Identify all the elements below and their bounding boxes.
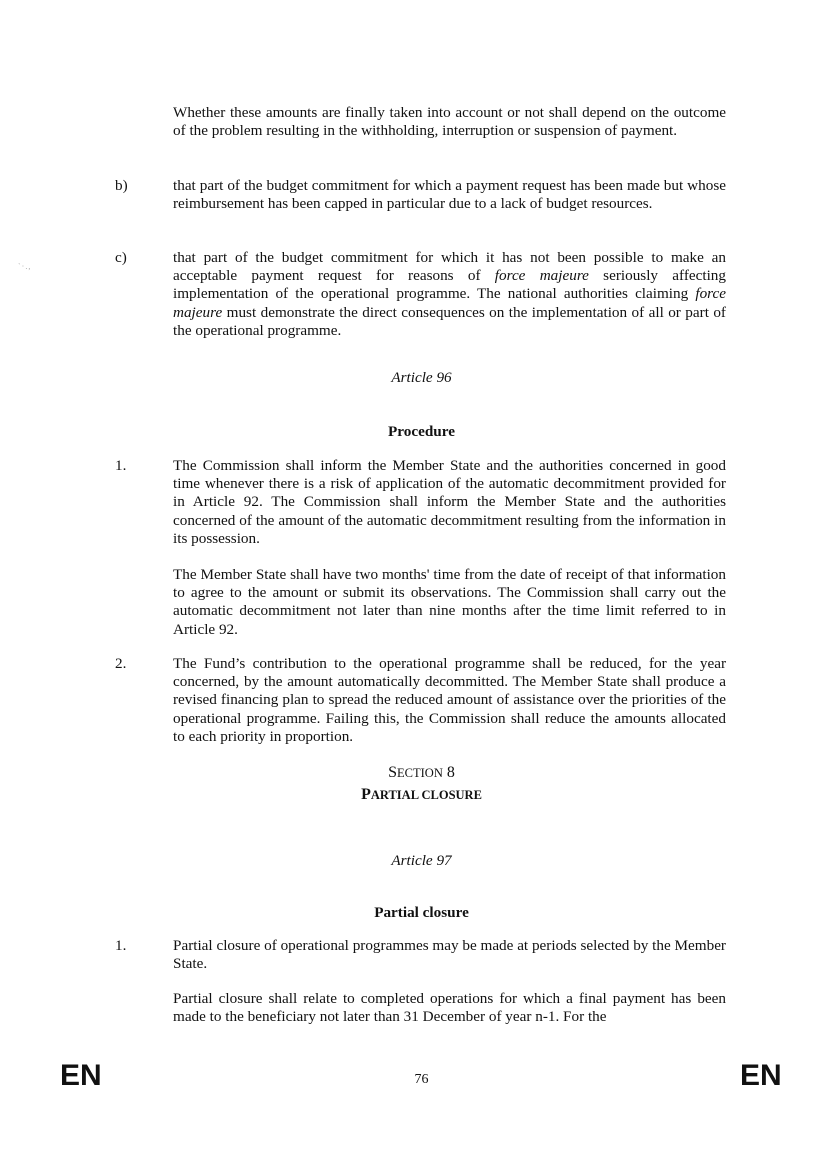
art96-item-1-label: 1.	[115, 457, 127, 474]
article-97-title: Article 97	[391, 852, 452, 869]
paragraph-amounts: Whether these amounts are finally taken into account or not shall depend on the outcome of the problem resulting in the withholding, interruption or suspension of payment.	[173, 104, 726, 140]
item-c-force-majeure-2: force majeure	[173, 285, 726, 321]
language-mark-right: EN	[740, 1059, 782, 1092]
section-title: PARTIAL CLOSURE	[361, 786, 482, 803]
article-96-title: Article 96	[391, 369, 452, 386]
art96-item-2-text: The Fund’s contribution to the operational programme shall be reduced, for the year concerned, by the amount automatically decommitted. The Member State shall produce a revised financing plan to spread the reduced amount of assistance over the priorities of the operational programme. Failing this, the Commission shall reduce the amounts allocated to each priority in proportion.	[173, 655, 726, 745]
item-b-label: b)	[115, 177, 128, 194]
section-number: SECTION 8	[388, 764, 455, 781]
art97-item-1-para-2: Partial closure shall relate to completed operations for which a final payment has been made to the beneficiary not later than 31 December of year n-1. For the	[173, 990, 726, 1026]
page-number: 76	[414, 1072, 429, 1087]
item-c-text-2: seriously affecting implementation of the operational programme. The national authorities claiming	[173, 267, 726, 303]
item-c-force-majeure-1: force majeure	[494, 267, 589, 285]
art97-item-1-text: Partial closure of operational programmes may be made at periods selected by the Member State.	[173, 937, 726, 973]
article-97-heading: Partial closure	[374, 904, 469, 921]
item-b-text: that part of the budget commitment for which a payment request has been made but whose reimbursement has been capped in particular due to a lack of budget resources.	[173, 177, 726, 213]
item-c-text-3: must demonstrate the direct consequences on the implementation of all or part of the operational programme.	[173, 303, 726, 339]
art96-item-1-text: The Commission shall inform the Member State and the authorities concerned in good time whenever there is a risk of application of the automatic decommitment provided for in Article 92. The Commission shall inform the Member State and the authorities concerned of the amount of the automatic decommitment resulting from the information in its possession.	[173, 457, 726, 547]
scan-speck: `·.,	[18, 262, 32, 271]
language-mark-left: EN	[60, 1059, 102, 1092]
item-c-text-1: that part of the budget commitment for which it has not been possible to make an acceptable payment request for reasons of	[173, 249, 726, 285]
art96-item-1-para-2: The Member State shall have two months' time from the date of receipt of that information to agree to the amount or submit its observations. The Commission shall carry out the automatic decommitment not later than nine months after the time limit referred to in Article 92.	[173, 566, 726, 638]
art97-item-1-label: 1.	[115, 937, 127, 954]
item-c-text	[173, 249, 726, 340]
item-c-label: c)	[115, 249, 127, 266]
art96-item-2-label: 2.	[115, 655, 127, 672]
article-96-heading: Procedure	[388, 423, 455, 440]
